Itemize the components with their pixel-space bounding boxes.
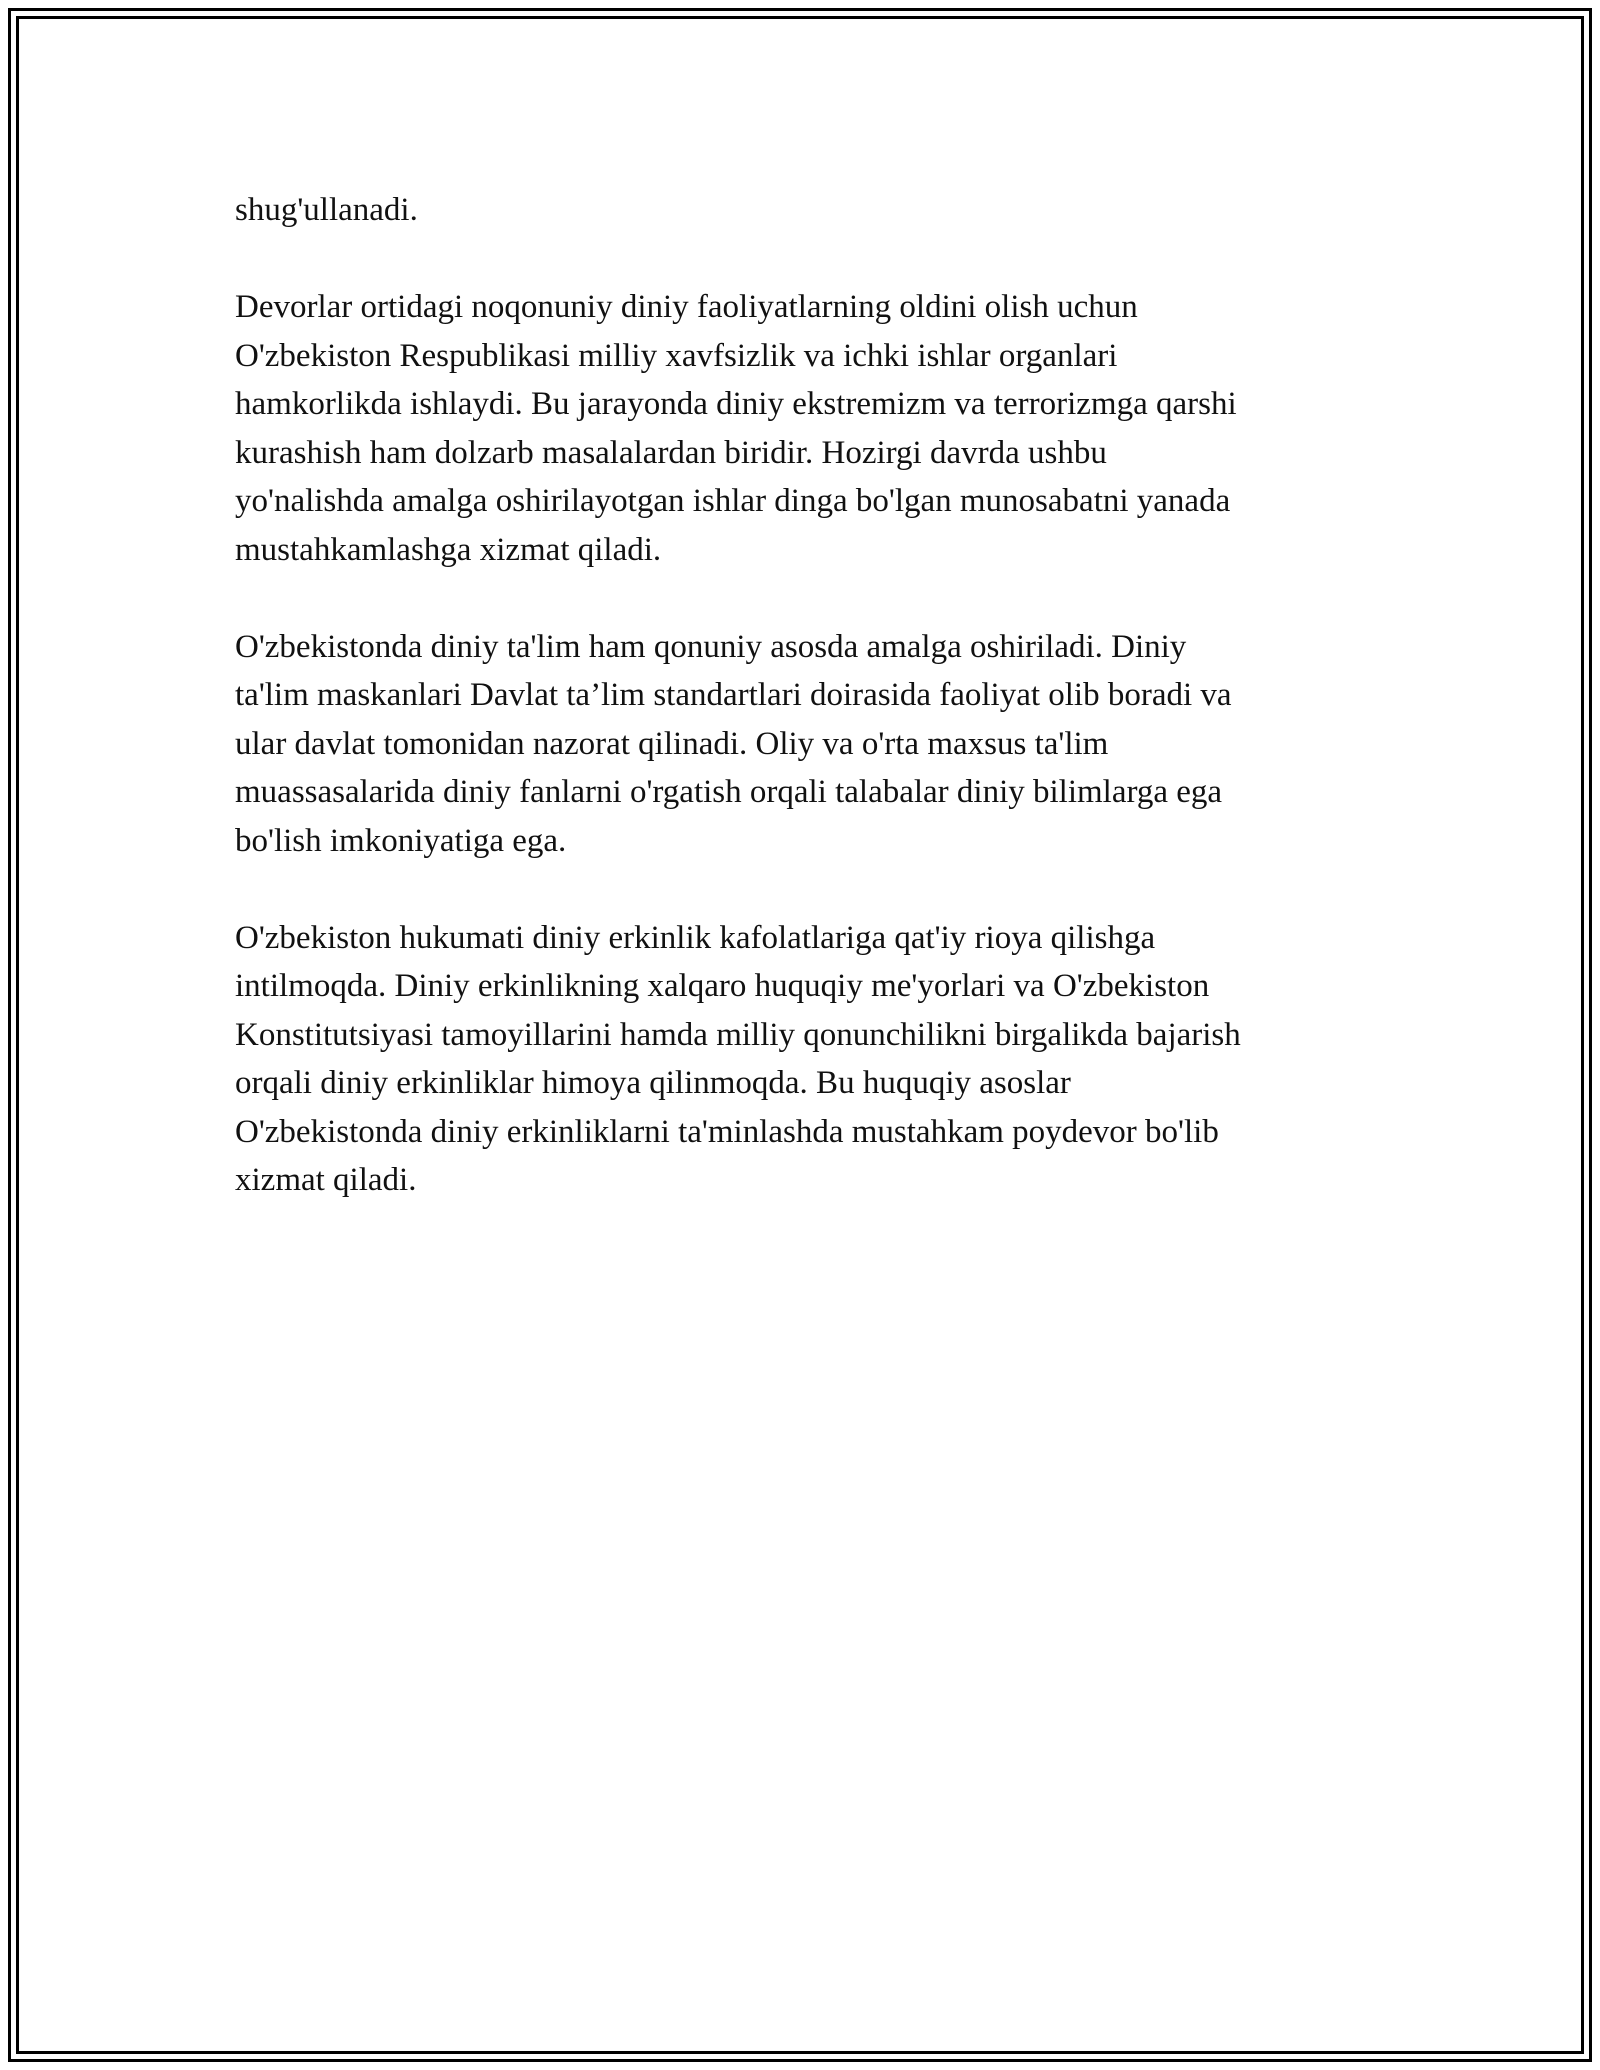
paragraph-continuation: shug'ullanadi. [235, 192, 418, 228]
paragraph-religious-freedom: O'zbekiston hukumati diniy erkinlik kafolatlariga qat'iy rioya qilishga intilmoqda. Diniy erkinlikning xalqaro huquqiy me'yorlari va O'zbekiston Konstitutsiyasi tamoyillarini hamda milliy qonunchilikni birgalikda bajarish orqali diniy erkinliklar himoya qilinmoqda. Bu huquqiy asoslar O'zbekistonda diniy erkinliklarni ta'minlashda mustahkam poydevor bo'lib xizmat qiladi. [235, 919, 1241, 1198]
document-body [235, 186, 1375, 1253]
paragraph-religious-education: O'zbekistonda diniy ta'lim ham qonuniy asosda amalga oshiriladi. Diniy ta'lim maskanlari Davlat ta’lim standartlari doirasida faoliyat olib boradi va ular davlat tomonidan nazorat qilinadi. Oliy va o'rta maxsus ta'lim muassasalarida diniy fanlarni o'rgatish orqali talabalar diniy bilimlarga ega bo'lish imkoniyatiga ega. [235, 628, 1232, 859]
paragraph-security-cooperation: Devorlar ortidagi noqonuniy diniy faoliyatlarning oldini olish uchun O'zbekiston Respublikasi milliy xavfsizlik va ichki ishlar organlari hamkorlikda ishlaydi. Bu jarayonda diniy ekstremizm va terrorizmga qarshi kurashish ham dolzarb masalalardan biridir. Hozirgi davrda ushbu yo'nalishda amalga oshirilayotgan ishlar dinga bo'lgan munosabatni yanada mustahkamlashga xizmat qiladi. [235, 289, 1237, 568]
